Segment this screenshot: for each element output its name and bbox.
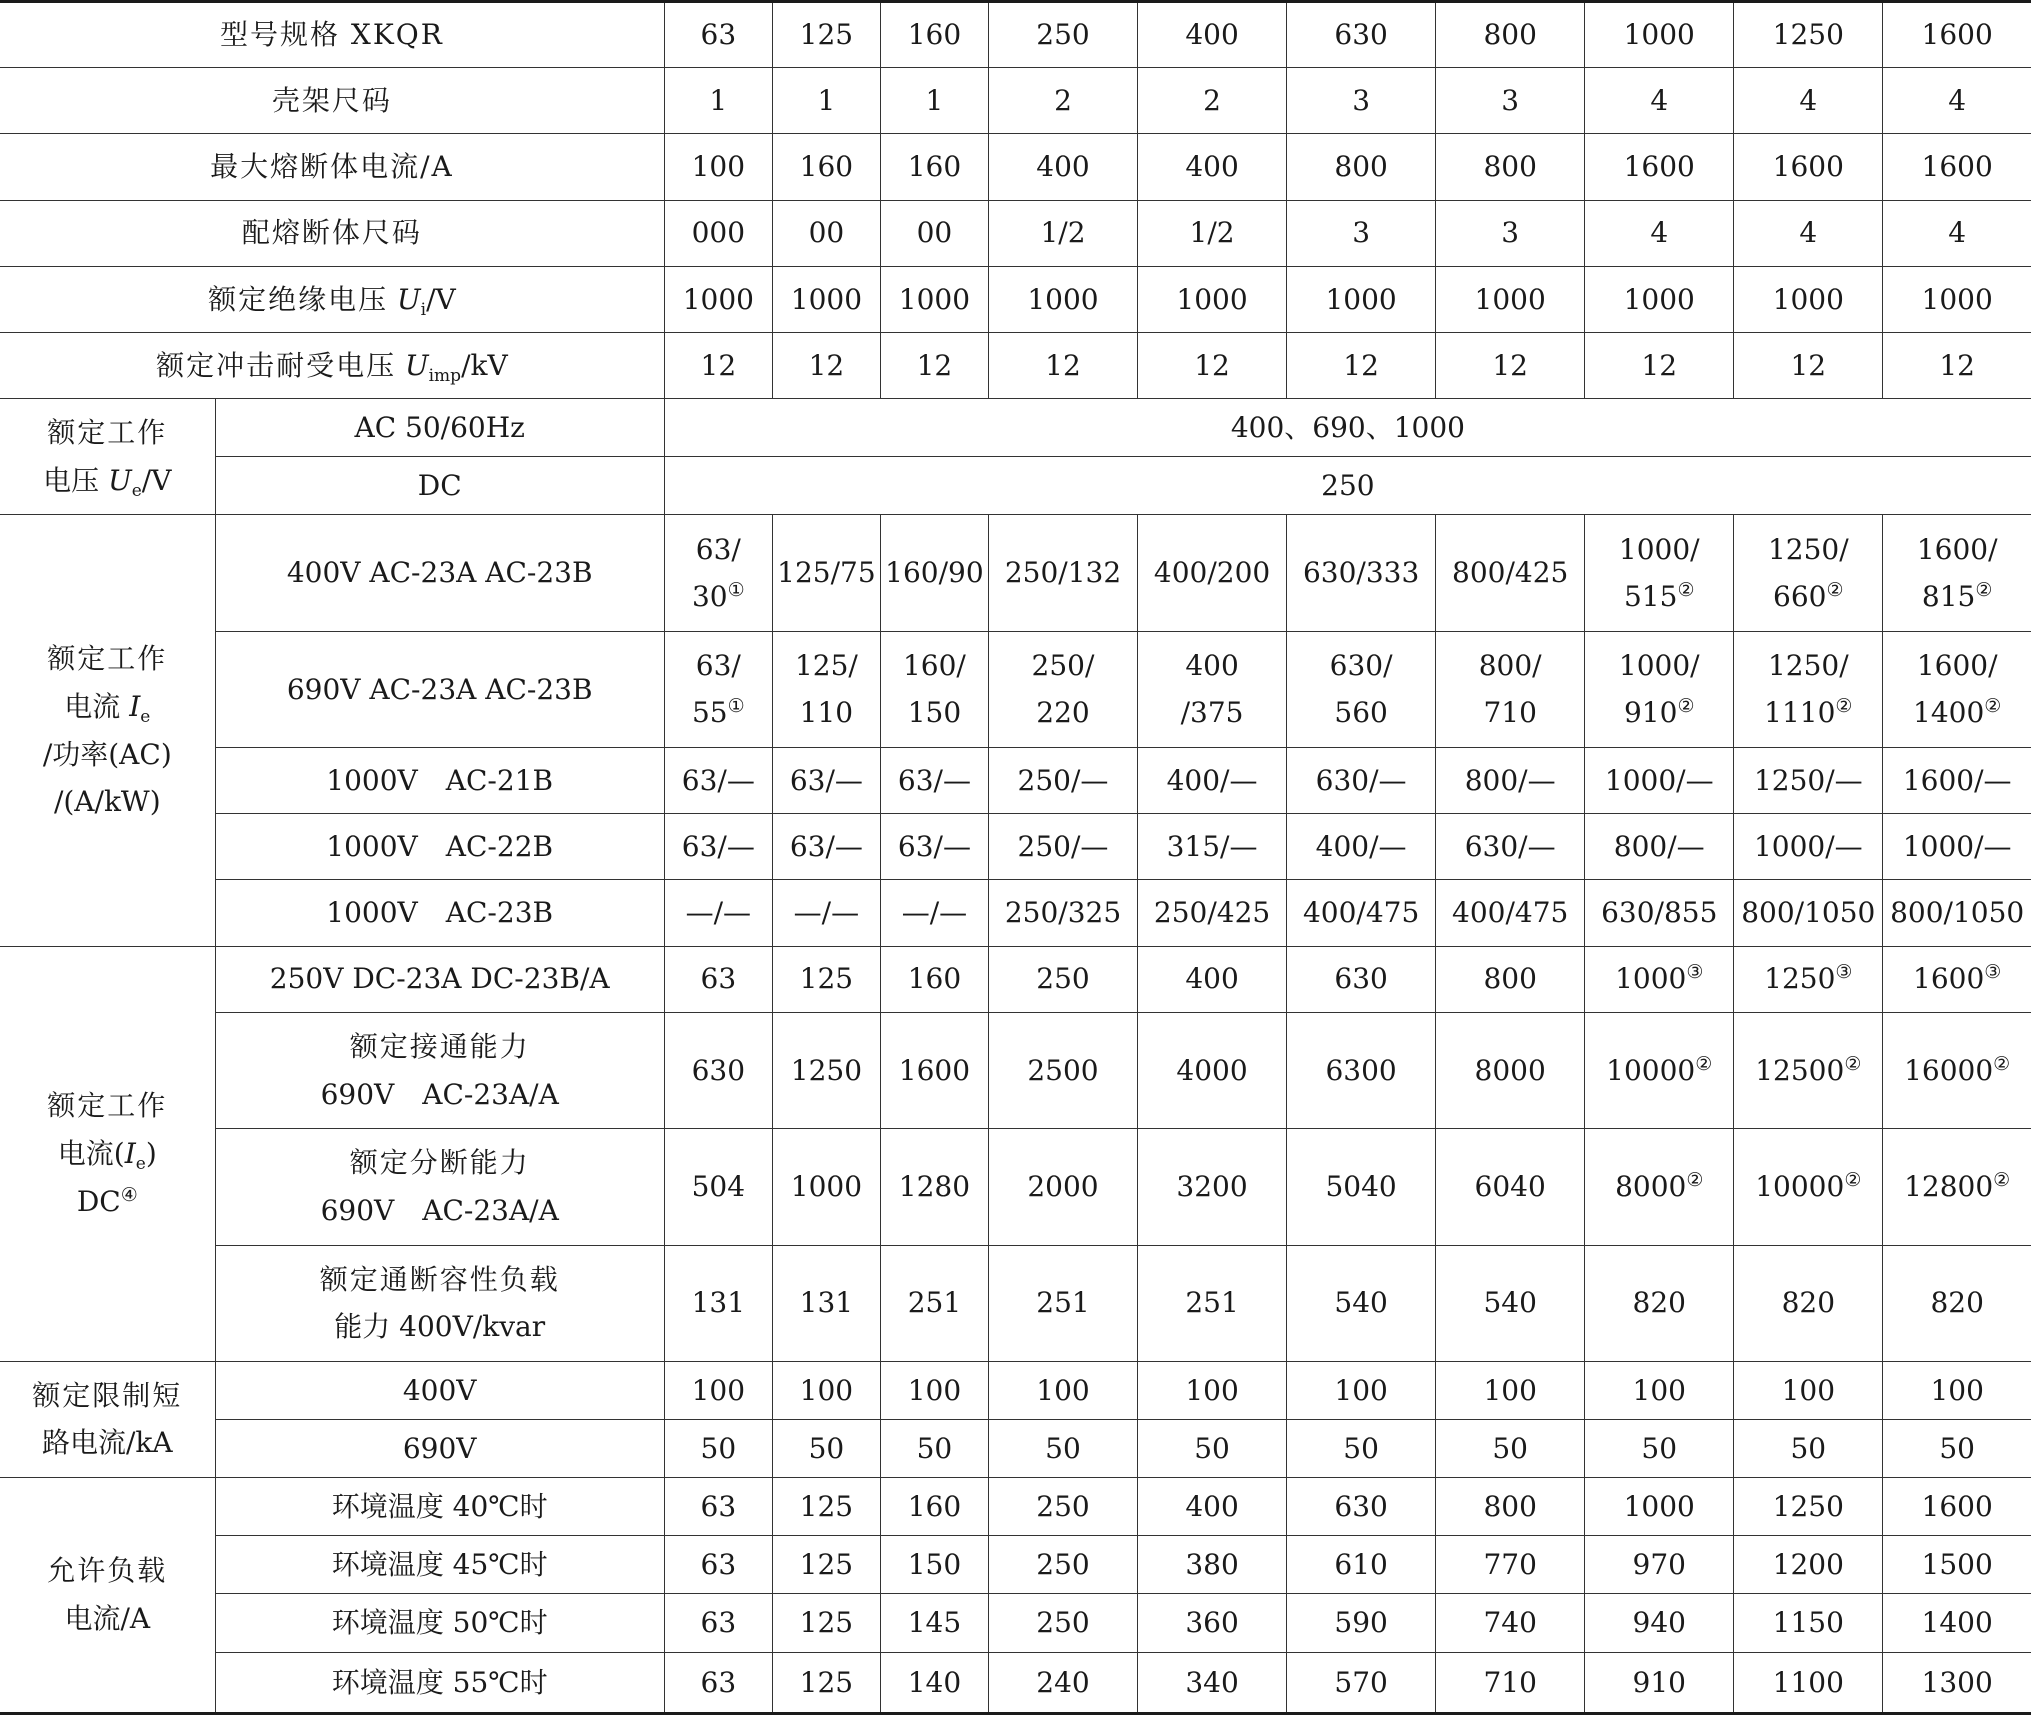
data-cell: 1 — [880, 68, 988, 134]
data-cell: 504 — [664, 1129, 772, 1245]
data-cell: 1280 — [880, 1129, 988, 1245]
data-cell: 3 — [1436, 200, 1585, 266]
model-cell: 1600 — [1883, 2, 2031, 68]
data-cell: 63/— — [772, 814, 880, 880]
data-cell: 000 — [664, 200, 772, 266]
data-cell: 630 — [1287, 1478, 1436, 1536]
model-cell: 1250 — [1734, 2, 1883, 68]
data-cell: 131 — [664, 1245, 772, 1361]
data-cell: 50 — [880, 1419, 988, 1477]
row-op-voltage-ac — [0, 399, 2031, 457]
data-cell: 400/475 — [1287, 880, 1436, 946]
data-cell: 160/ 150 — [880, 631, 988, 747]
data-cell: 12 — [772, 332, 880, 398]
data-cell: 3 — [1287, 68, 1436, 134]
data-cell: 63/ 55① — [664, 631, 772, 747]
data-cell: 250/132 — [988, 515, 1137, 631]
data-cell: 140 — [880, 1652, 988, 1713]
data-cell: 1600 — [880, 1012, 988, 1128]
data-cell: 6040 — [1436, 1129, 1585, 1245]
data-cell: 125/ 110 — [772, 631, 880, 747]
data-cell: 250 — [988, 946, 1137, 1012]
data-cell: 12 — [1138, 332, 1287, 398]
op-voltage-ac-value: 400、690、1000 — [664, 399, 2031, 457]
data-cell: 100 — [1287, 1361, 1436, 1419]
data-cell: 630/— — [1436, 814, 1585, 880]
data-cell: 1000/— — [1734, 814, 1883, 880]
label-frame-size: 壳架尺码 — [0, 68, 664, 134]
data-cell: 1000 — [772, 1129, 880, 1245]
data-cell: 250/325 — [988, 880, 1137, 946]
data-cell: 145 — [880, 1594, 988, 1652]
data-cell: 800/ 710 — [1436, 631, 1585, 747]
data-cell: 100 — [1436, 1361, 1585, 1419]
data-cell: 12 — [880, 332, 988, 398]
label-ac-1000v-21b: 1000V AC-21B — [215, 748, 664, 814]
label-max-fuse-current: 最大熔断体电流/A — [0, 134, 664, 200]
row-ac-1000v-21b — [0, 748, 2031, 814]
op-voltage-dc-value: 250 — [664, 457, 2031, 515]
data-cell: 100 — [1734, 1361, 1883, 1419]
data-cell: 1200 — [1734, 1536, 1883, 1594]
data-cell: 100 — [880, 1361, 988, 1419]
data-cell: 12 — [664, 332, 772, 398]
data-cell: 940 — [1585, 1594, 1734, 1652]
data-cell: —/— — [880, 880, 988, 946]
data-cell: 250/ 220 — [988, 631, 1137, 747]
data-cell: 1600③ — [1883, 946, 2031, 1012]
data-cell: 610 — [1287, 1536, 1436, 1594]
data-cell: 50 — [1138, 1419, 1287, 1477]
data-cell: 251 — [1138, 1245, 1287, 1361]
data-cell: 10000② — [1585, 1012, 1734, 1128]
data-cell: 1000 — [1287, 266, 1436, 332]
label-temp-45: 环境温度 45℃时 — [215, 1536, 664, 1594]
data-cell: 131 — [772, 1245, 880, 1361]
data-cell: 400 /375 — [1138, 631, 1287, 747]
model-cell: 63 — [664, 2, 772, 68]
data-cell: 125 — [772, 1594, 880, 1652]
data-cell: 251 — [988, 1245, 1137, 1361]
data-cell: 12 — [1883, 332, 2031, 398]
data-cell: 1150 — [1734, 1594, 1883, 1652]
data-cell: 630/ 560 — [1287, 631, 1436, 747]
data-cell: 400 — [1138, 134, 1287, 200]
data-cell: 1400 — [1883, 1594, 2031, 1652]
data-cell: 50 — [1734, 1419, 1883, 1477]
data-cell: 630 — [664, 1012, 772, 1128]
data-cell: 1600 — [1585, 134, 1734, 200]
data-cell: 50 — [1883, 1419, 2031, 1477]
data-cell: 100 — [772, 1361, 880, 1419]
data-cell: 380 — [1138, 1536, 1287, 1594]
data-cell: 63 — [664, 1594, 772, 1652]
data-cell: 250/— — [988, 814, 1137, 880]
data-cell: 1300 — [1883, 1652, 2031, 1713]
row-temp-40 — [0, 1478, 2031, 1536]
row-temp-45 — [0, 1536, 2031, 1594]
data-cell: 12 — [988, 332, 1137, 398]
data-cell: 00 — [772, 200, 880, 266]
data-cell: 50 — [1436, 1419, 1585, 1477]
data-cell: 1250③ — [1734, 946, 1883, 1012]
label-ac-400v: 400V AC-23A AC-23B — [215, 515, 664, 631]
data-cell: 800/— — [1436, 748, 1585, 814]
data-cell: 770 — [1436, 1536, 1585, 1594]
data-cell: 3 — [1436, 68, 1585, 134]
data-cell: —/— — [664, 880, 772, 946]
data-cell: 1000 — [664, 266, 772, 332]
label-making-capacity: 额定接通能力 690V AC-23A/A — [215, 1012, 664, 1128]
data-cell: 4 — [1585, 200, 1734, 266]
label-breaking-capacity: 额定分断能力 690V AC-23A/A — [215, 1129, 664, 1245]
data-cell: 400 — [1138, 946, 1287, 1012]
model-cell: 125 — [772, 2, 880, 68]
data-cell: 63/— — [772, 748, 880, 814]
label-ac-1000v-22b: 1000V AC-22B — [215, 814, 664, 880]
data-cell: 400/— — [1287, 814, 1436, 880]
data-cell: 1000 — [1585, 1478, 1734, 1536]
data-cell: 50 — [988, 1419, 1137, 1477]
data-cell: 240 — [988, 1652, 1137, 1713]
data-cell: 315/— — [1138, 814, 1287, 880]
data-cell: 63/ 30① — [664, 515, 772, 631]
data-cell: 250/— — [988, 748, 1137, 814]
label-insulation-voltage: 额定绝缘电压 $U_i/V$ — [0, 266, 664, 332]
model-cell: 1000 — [1585, 2, 1734, 68]
data-cell: 125/75 — [772, 515, 880, 631]
label-fuse-size: 配熔断体尺码 — [0, 200, 664, 266]
row-breaking-capacity — [0, 1129, 2031, 1245]
data-cell: 800/1050 — [1883, 880, 2031, 946]
data-cell: 160 — [880, 1478, 988, 1536]
model-cell: 160 — [880, 2, 988, 68]
data-cell: 1 — [664, 68, 772, 134]
data-cell: 125 — [772, 1536, 880, 1594]
data-cell: 3 — [1287, 200, 1436, 266]
data-cell: 740 — [1436, 1594, 1585, 1652]
row-model — [0, 2, 2031, 68]
row-dc-250v — [0, 946, 2031, 1012]
data-cell: 400/— — [1138, 748, 1287, 814]
row-temp-55 — [0, 1652, 2031, 1713]
group-op-voltage: 额定工作 电压 $U_e/V$ — [0, 399, 215, 515]
label-ac-1000v-23b: 1000V AC-23B — [215, 880, 664, 946]
data-cell: 540 — [1436, 1245, 1585, 1361]
group-short-circuit: 额定限制短 路电流/kA — [0, 1361, 215, 1477]
data-cell: —/— — [772, 880, 880, 946]
data-cell: 160/90 — [880, 515, 988, 631]
data-cell: 100 — [1585, 1361, 1734, 1419]
label-sc-400v: 400V — [215, 1361, 664, 1419]
data-cell: 800/425 — [1436, 515, 1585, 631]
data-cell: 100 — [664, 134, 772, 200]
data-cell: 100 — [664, 1361, 772, 1419]
data-cell: 160 — [880, 946, 988, 1012]
data-cell: 250 — [988, 1594, 1137, 1652]
data-cell: 160 — [772, 134, 880, 200]
data-cell: 800/1050 — [1734, 880, 1883, 946]
label-temp-55: 环境温度 55℃时 — [215, 1652, 664, 1713]
data-cell: 2000 — [988, 1129, 1137, 1245]
row-short-circuit-690v — [0, 1419, 2031, 1477]
model-cell: 400 — [1138, 2, 1287, 68]
data-cell: 12500② — [1734, 1012, 1883, 1128]
data-cell: 710 — [1436, 1652, 1585, 1713]
data-cell: 100 — [988, 1361, 1137, 1419]
data-cell: 1000③ — [1585, 946, 1734, 1012]
data-cell: 820 — [1734, 1245, 1883, 1361]
data-cell: 250/425 — [1138, 880, 1287, 946]
data-cell: 630/— — [1287, 748, 1436, 814]
data-cell: 630/855 — [1585, 880, 1734, 946]
model-cell: 630 — [1287, 2, 1436, 68]
data-cell: 570 — [1287, 1652, 1436, 1713]
row-ac-400v — [0, 515, 2031, 631]
data-cell: 400/475 — [1436, 880, 1585, 946]
row-short-circuit-400v — [0, 1361, 2031, 1419]
data-cell: 4 — [1734, 200, 1883, 266]
label-ac-frequency: AC 50/60Hz — [215, 399, 664, 457]
group-ac-current: 额定工作 电流 $I_e$ /功率(AC) /(A/kW) — [0, 515, 215, 946]
data-cell: 125 — [772, 1652, 880, 1713]
data-cell: 820 — [1883, 1245, 2031, 1361]
data-cell: 12 — [1287, 332, 1436, 398]
data-cell: 630/333 — [1287, 515, 1436, 631]
data-cell: 1000 — [1734, 266, 1883, 332]
data-cell: 63/— — [880, 814, 988, 880]
data-cell: 360 — [1138, 1594, 1287, 1652]
label-dc: DC — [215, 457, 664, 515]
data-cell: 150 — [880, 1536, 988, 1594]
data-cell: 250 — [988, 1536, 1137, 1594]
data-cell: 1600 — [1883, 1478, 2031, 1536]
data-cell: 1000 — [1138, 266, 1287, 332]
data-cell: 1600/ 1400② — [1883, 631, 2031, 747]
data-cell: 63 — [664, 1536, 772, 1594]
model-cell: 250 — [988, 2, 1137, 68]
data-cell: 1500 — [1883, 1536, 2031, 1594]
data-cell: 1/2 — [1138, 200, 1287, 266]
data-cell: 125 — [772, 946, 880, 1012]
label-dc-250v: 250V DC-23A DC-23B/A — [215, 946, 664, 1012]
data-cell: 125 — [772, 1478, 880, 1536]
data-cell: 1000/ 515② — [1585, 515, 1734, 631]
data-cell: 12 — [1734, 332, 1883, 398]
label-temp-40: 环境温度 40℃时 — [215, 1478, 664, 1536]
data-cell: 800 — [1436, 946, 1585, 1012]
data-cell: 1000 — [772, 266, 880, 332]
data-cell: 00 — [880, 200, 988, 266]
data-cell: 540 — [1287, 1245, 1436, 1361]
data-cell: 1000/— — [1883, 814, 2031, 880]
data-cell: 2 — [988, 68, 1137, 134]
data-cell: 63 — [664, 1478, 772, 1536]
data-cell: 1000 — [1436, 266, 1585, 332]
data-cell: 4 — [1883, 200, 2031, 266]
data-cell: 800 — [1436, 134, 1585, 200]
data-cell: 4 — [1883, 68, 2031, 134]
data-cell: 5040 — [1287, 1129, 1436, 1245]
data-cell: 630 — [1287, 946, 1436, 1012]
data-cell: 910 — [1585, 1652, 1734, 1713]
data-cell: 1000/ 910② — [1585, 631, 1734, 747]
data-cell: 1250 — [1734, 1478, 1883, 1536]
row-ac-1000v-22b — [0, 814, 2031, 880]
data-cell: 1100 — [1734, 1652, 1883, 1713]
row-ac-1000v-23b — [0, 880, 2031, 946]
label-sc-690v: 690V — [215, 1419, 664, 1477]
data-cell: 63 — [664, 946, 772, 1012]
data-cell: 50 — [772, 1419, 880, 1477]
label-capacitive-load: 额定通断容性负载 能力 400V/kvar — [215, 1245, 664, 1361]
data-cell: 970 — [1585, 1536, 1734, 1594]
data-cell: 1000/— — [1585, 748, 1734, 814]
group-dc-current: 额定工作 电流$(I_e)$ DC④ — [0, 946, 215, 1361]
data-cell: 2 — [1138, 68, 1287, 134]
data-cell: 800/— — [1585, 814, 1734, 880]
label-ac-690v: 690V AC-23A AC-23B — [215, 631, 664, 747]
data-cell: 250 — [988, 1478, 1137, 1536]
data-cell: 1 — [772, 68, 880, 134]
data-cell: 12800② — [1883, 1129, 2031, 1245]
data-cell: 820 — [1585, 1245, 1734, 1361]
data-cell: 63/— — [664, 748, 772, 814]
row-making-capacity — [0, 1012, 2031, 1128]
data-cell: 12 — [1585, 332, 1734, 398]
data-cell: 4 — [1734, 68, 1883, 134]
data-cell: 1250/ 1110② — [1734, 631, 1883, 747]
row-capacitive-load — [0, 1245, 2031, 1361]
data-cell: 1/2 — [988, 200, 1137, 266]
data-cell: 1250 — [772, 1012, 880, 1128]
label-impulse-voltage: 额定冲击耐受电压 $U_{imp}/kV$ — [0, 332, 664, 398]
data-cell: 4000 — [1138, 1012, 1287, 1128]
data-cell: 800 — [1436, 1478, 1585, 1536]
data-cell: 63 — [664, 1652, 772, 1713]
data-cell: 50 — [1585, 1419, 1734, 1477]
data-cell: 63/— — [880, 748, 988, 814]
row-impulse-voltage — [0, 332, 2031, 398]
row-ac-690v — [0, 631, 2031, 747]
data-cell: 16000② — [1883, 1012, 2031, 1128]
data-cell: 400 — [1138, 1478, 1287, 1536]
data-cell: 1000 — [1585, 266, 1734, 332]
data-cell: 8000 — [1436, 1012, 1585, 1128]
data-cell: 1250/ 660② — [1734, 515, 1883, 631]
row-op-voltage-dc — [0, 457, 2031, 515]
data-cell: 4 — [1585, 68, 1734, 134]
data-cell: 590 — [1287, 1594, 1436, 1652]
data-cell: 10000② — [1734, 1129, 1883, 1245]
data-cell: 160 — [880, 134, 988, 200]
data-cell: 340 — [1138, 1652, 1287, 1713]
row-insulation-voltage — [0, 266, 2031, 332]
data-cell: 400/200 — [1138, 515, 1287, 631]
data-cell: 3200 — [1138, 1129, 1287, 1245]
label-temp-50: 环境温度 50℃时 — [215, 1594, 664, 1652]
data-cell: 63/— — [664, 814, 772, 880]
data-cell: 800 — [1287, 134, 1436, 200]
data-cell: 8000② — [1585, 1129, 1734, 1245]
data-cell: 1600/— — [1883, 748, 2031, 814]
row-temp-50 — [0, 1594, 2031, 1652]
data-cell: 1600 — [1734, 134, 1883, 200]
data-cell: 1600/ 815② — [1883, 515, 2031, 631]
data-cell: 1600 — [1883, 134, 2031, 200]
data-cell: 6300 — [1287, 1012, 1436, 1128]
model-cell: 800 — [1436, 2, 1585, 68]
data-cell: 50 — [1287, 1419, 1436, 1477]
row-max-fuse-current — [0, 134, 2031, 200]
data-cell: 12 — [1436, 332, 1585, 398]
data-cell: 1000 — [1883, 266, 2031, 332]
group-allowable-current: 允许负载 电流/A — [0, 1478, 215, 1714]
data-cell: 50 — [664, 1419, 772, 1477]
data-cell: 1000 — [988, 266, 1137, 332]
label-model: 型号规格 XKQR — [0, 2, 664, 68]
row-fuse-size — [0, 200, 2031, 266]
data-cell: 400 — [988, 134, 1137, 200]
data-cell: 100 — [1883, 1361, 2031, 1419]
data-cell: 251 — [880, 1245, 988, 1361]
data-cell: 1250/— — [1734, 748, 1883, 814]
row-frame-size — [0, 68, 2031, 134]
data-cell: 1000 — [880, 266, 988, 332]
data-cell: 2500 — [988, 1012, 1137, 1128]
data-cell: 100 — [1138, 1361, 1287, 1419]
